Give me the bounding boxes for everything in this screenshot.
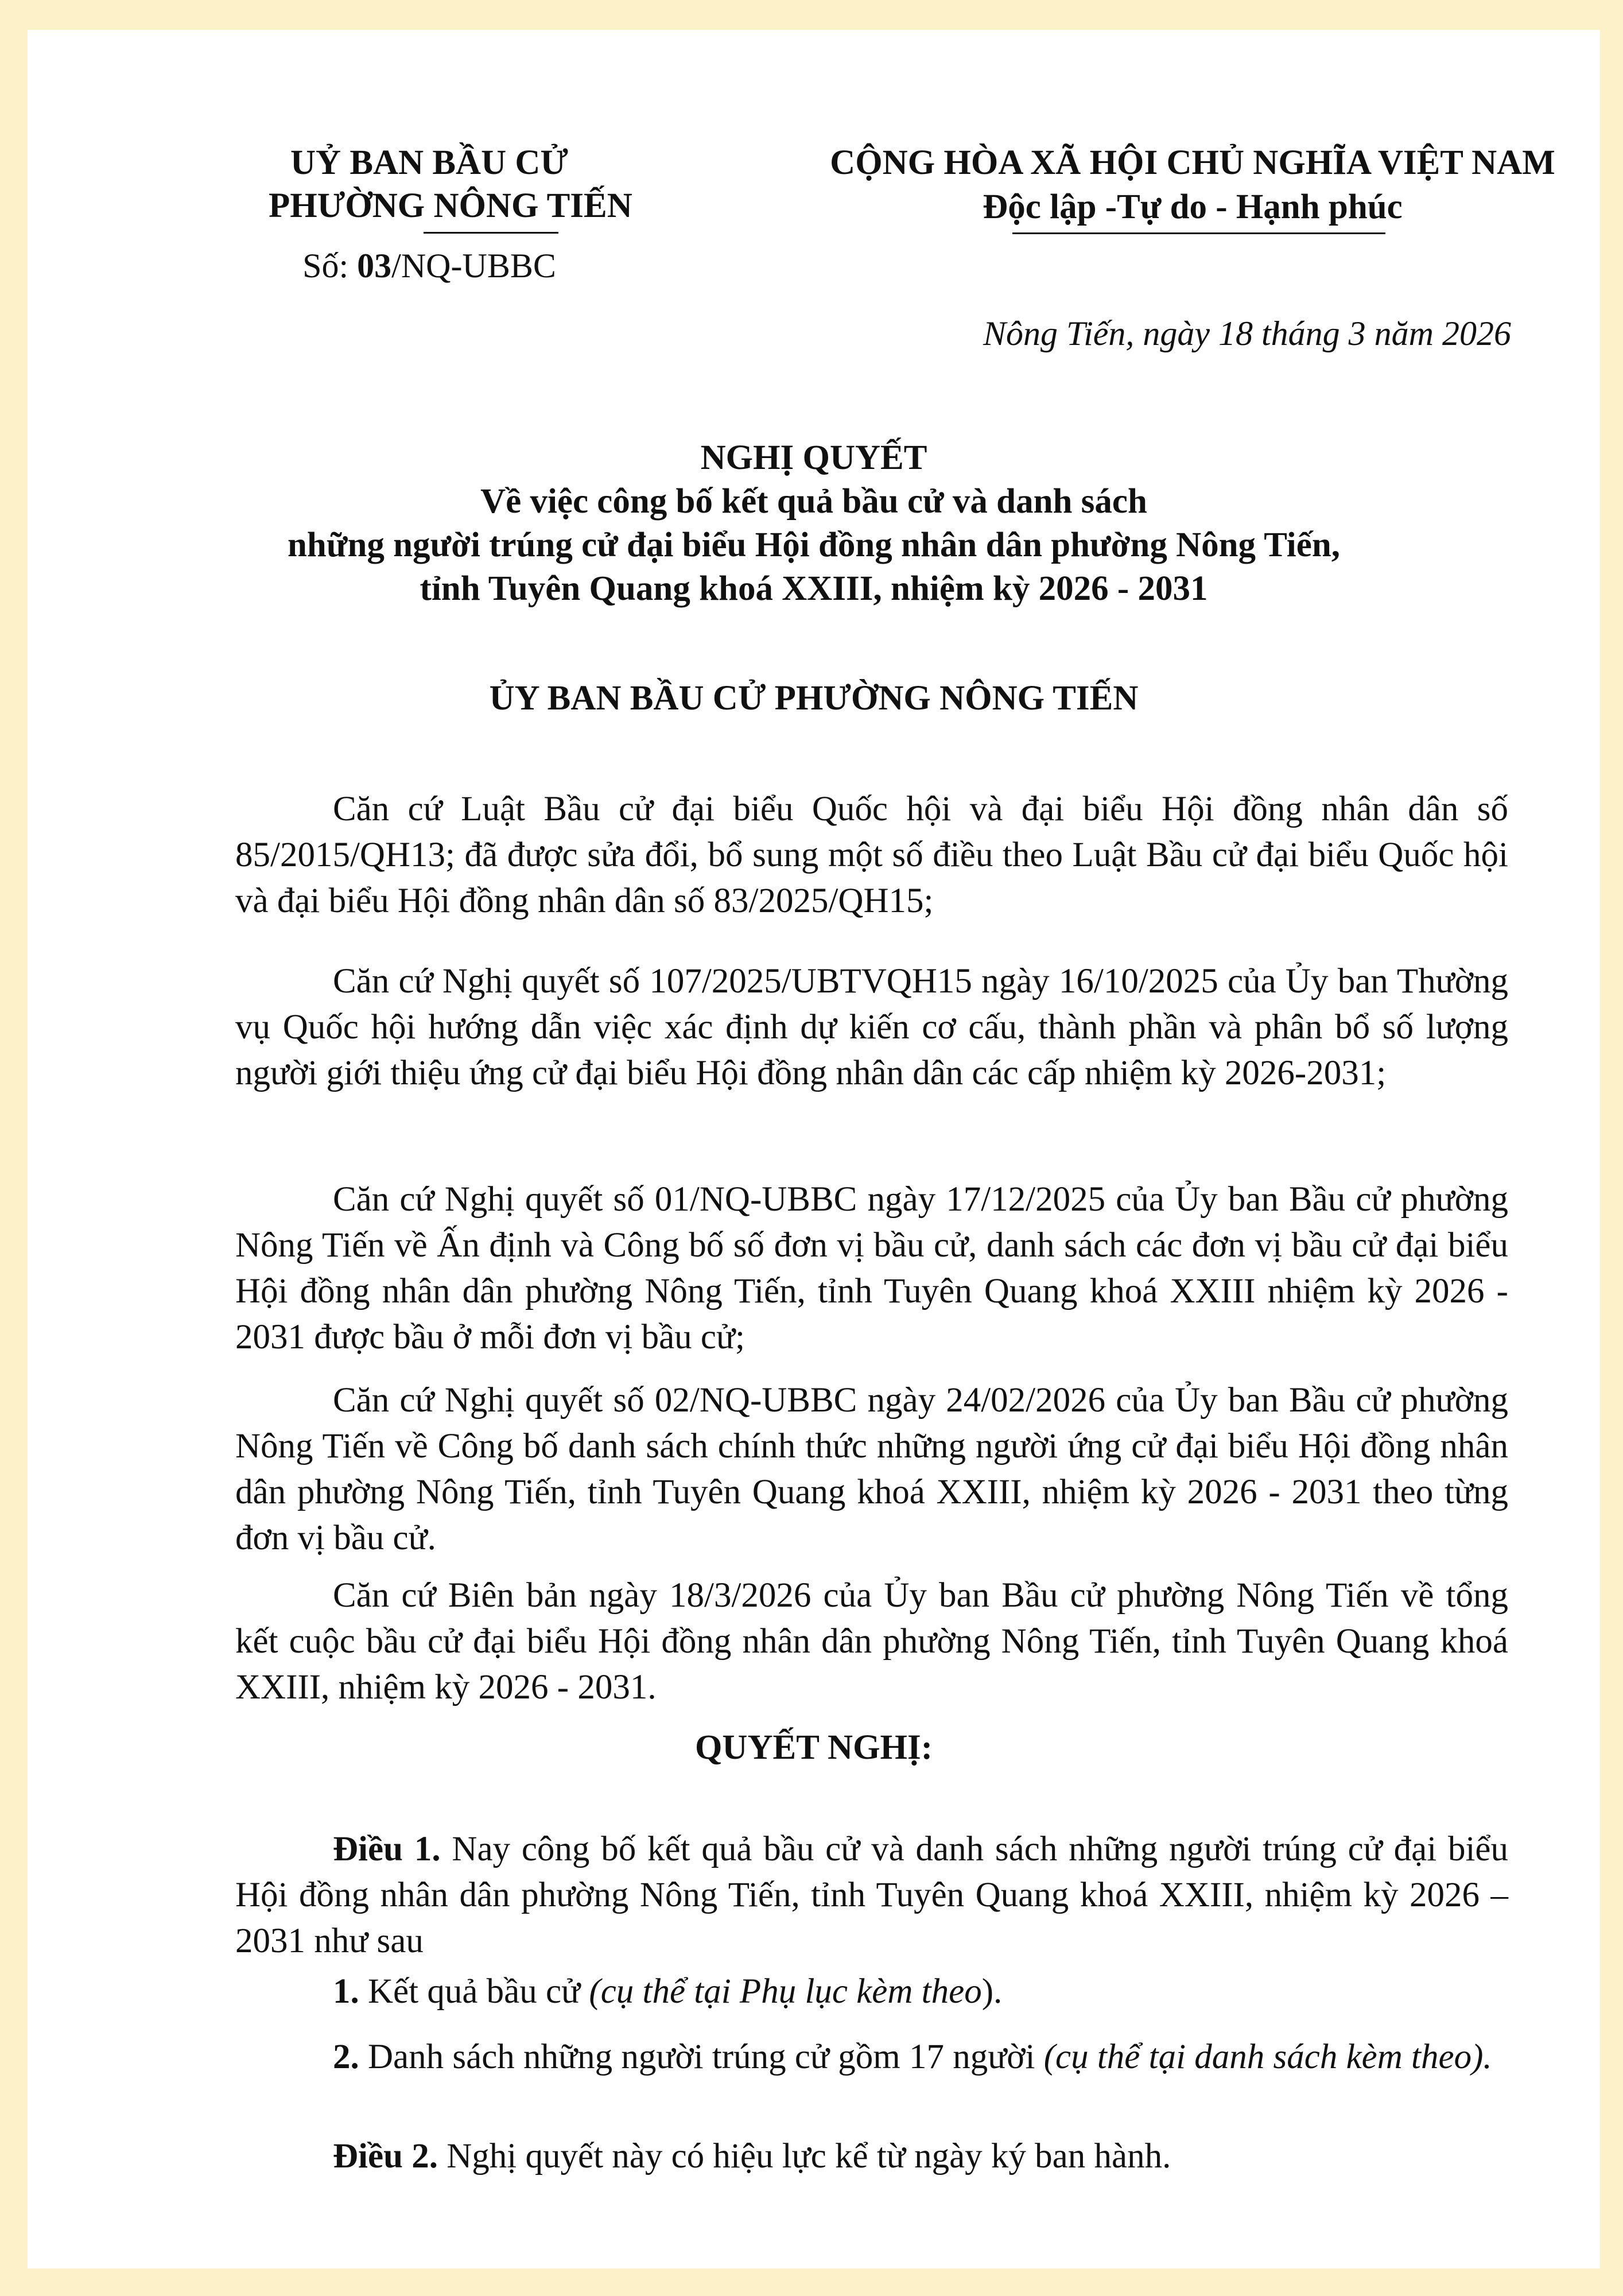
document-page [28,30,1600,2268]
document-number: Số: 03/NQ-UBBC [302,247,556,285]
place-date: Nông Tiến, ngày 18 tháng 3 năm 2026 [983,315,1511,352]
nation-name: CỘNG HÒA XÃ HỘI CHỦ NGHĨA VIỆT NAM [830,144,1555,182]
motto-underline [1012,232,1385,234]
title-line1: Về việc công bố kết quả bầu cử và danh sách [480,482,1147,521]
preamble-paragraph: Căn cứ Biên bản ngày 18/3/2026 của Ủy ban Bầu cử phường Nông Tiến về tổng kết cuộc bầu cử đại biểu Hội đồng nhân dân phường Nông Tiến, tỉnh Tuyên Quang khoá XXIII, nhiệm kỳ 2026 - 2031. [235,1576,1508,1707]
article-2: Điều 2. Nghị quyết này có hiệu lực kể từ ngày ký ban hành. [333,2137,1171,2175]
national-motto: Độc lập -Tự do - Hạnh phúc [983,188,1403,226]
title-line2: những người trúng cử đại biểu Hội đồng nhân dân phường Nông Tiến, [288,526,1340,564]
document-title [200,436,1428,611]
org-name-line2: PHƯỜNG NÔNG TIẾN [269,187,632,225]
article-1-item-2: 2. Danh sách những người trúng cử gồm 17 người (cụ thể tại danh sách kèm theo). [333,2038,1492,2076]
preamble-paragraph: Căn cứ Nghị quyết số 01/NQ-UBBC ngày 17/12/2025 của Ủy ban Bầu cử phường Nông Tiến về Ấn định và Công bố số đơn vị bầu cử, danh sách các đơn vị bầu cử đại biểu Hội đồng nhân dân phường Nông Tiến, tỉnh Tuyên Quang khoá XXIII nhiệm kỳ 2026 - 2031 được bầu ở mỗi đơn vị bầu cử; [235,1180,1508,1356]
org-underline [424,232,558,234]
doc-type: NGHỊ QUYẾT [700,439,927,477]
preamble-paragraph: Căn cứ Luật Bầu cử đại biểu Quốc hội và đại biểu Hội đồng nhân dân số 85/2015/QH13; đã được sửa đổi, bổ sung một số điều theo Luật Bầu cử đại biểu Quốc hội và đại biểu Hội đồng nhân dân số 83/2025/QH15; [235,790,1508,920]
article-1-item-1: 1. Kết quả bầu cử (cụ thể tại Phụ lục kèm theo). [333,1972,1003,2011]
decision-heading: QUYẾT NGHỊ: [694,1728,933,1767]
org-name-line1: UỶ BAN BẦU CỬ [290,144,569,182]
preamble-paragraph: Căn cứ Nghị quyết số 02/NQ-UBBC ngày 24/02/2026 của Ủy ban Bầu cử phường Nông Tiến về Công bố danh sách chính thức những người ứng cử đại biểu Hội đồng nhân dân phường Nông Tiến, tỉnh Tuyên Quang khoá XXIII, nhiệm kỳ 2026 - 2031 theo từng đơn vị bầu cử. [235,1381,1508,1557]
preamble-paragraph: Căn cứ Nghị quyết số 107/2025/UBTVQH15 ngày 16/10/2025 của Ủy ban Thường vụ Quốc hội hướng dẫn việc xác định dự kiến cơ cấu, thành phần và phân bổ số lượng người giới thiệu ứng cử đại biểu Hội đồng nhân dân các cấp nhiệm kỳ 2026-2031; [235,962,1508,1092]
title-line3: tỉnh Tuyên Quang khoá XXIII, nhiệm kỳ 2026 - 2031 [420,569,1208,608]
article-1: Điều 1. Nay công bố kết quả bầu cử và danh sách những người trúng cử đại biểu Hội đồng nhân dân phường Nông Tiến, tỉnh Tuyên Quang khoá XXIII, nhiệm kỳ 2026 – 2031 như sau [235,1830,1508,1960]
issuer-heading: ỦY BAN BẦU CỬ PHƯỜNG NÔNG TIẾN [489,679,1139,718]
